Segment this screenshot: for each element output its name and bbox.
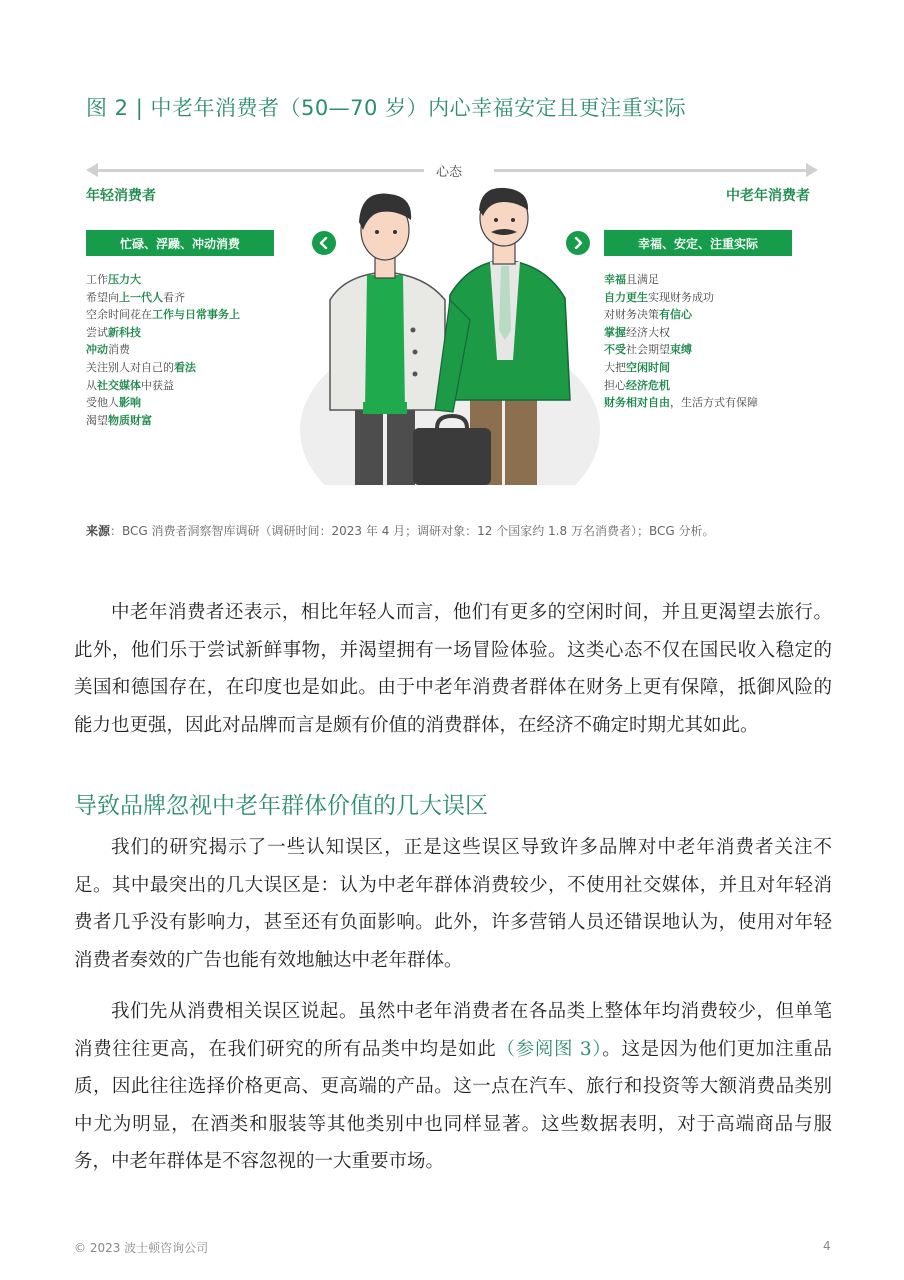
list-item: 大把空闲时间: [604, 360, 670, 374]
list-item: 幸福且满足: [604, 273, 659, 286]
figure-source: [86, 522, 714, 539]
source-label: 来源: [86, 524, 111, 538]
list-item: 工作压力大: [86, 273, 141, 286]
source-text: ：BCG 消费者洞察智库调研（调研时间：2023 年 4 月；调研对象：12 个国家约 1.8 万名消费者）；BCG 分析。: [110, 524, 715, 538]
list-item: 不受社会期望束缚: [604, 343, 692, 357]
list-item: 对财务决策有信心: [604, 308, 692, 322]
list-item: 冲动消费: [86, 343, 130, 357]
figure-title: 图 2 | 中老年消费者（50—70 岁）内心幸福安定且更注重实际: [86, 96, 687, 120]
list-item: 关注别人对自己的看法: [86, 360, 196, 374]
section-heading: 导致品牌忽视中老年群体价值的几大误区: [74, 793, 488, 819]
body-paragraph-3: 我们先从消费相关误区说起。虽然中老年消费者在各品类上整体年均消费较少，但单笔消费往往更高，在我们研究的所有品类中均是如此（参阅图 3）。这是因为他们更加注重品质，因此往往选择价格更高、更高端的产品。这一点在汽车、旅行和投资等大额消费品类别中尤为明显，在酒类和服装等其他类别中也同样显著。这些数据表明，对于高端商品与服务，中老年群体是不容忽视的一大重要市场。: [74, 1001, 832, 1173]
list-item: 担心经济危机: [604, 378, 670, 392]
list-item: 空余时间花在工作与日常事务上: [86, 308, 240, 322]
arrow-line-left: [96, 169, 424, 172]
figure-3-reference-link[interactable]: （参阅图 3）: [496, 1038, 603, 1060]
older-tag-bar: 幸福、安定、注重实际: [604, 230, 792, 256]
body-paragraph-2: 我们的研究揭示了一些认知误区，正是这些误区导致许多品牌对中老年消费者关注不足。其中最突出的几大误区是：认为中老年群体消费较少，不使用社交媒体，并且对年轻消费者几乎没有影响力，甚至还有负面影响。此外，许多营销人员还错误地认为，使用对年轻消费者奏效的广告也能有效地触达中老年群体。: [74, 837, 832, 971]
list-item: 财务相对自由，生活方式有保障: [604, 396, 758, 410]
list-item: 希望向上一代人看齐: [86, 290, 185, 304]
young-tag-bar: 忙碌、浮躁、冲动消费: [86, 230, 274, 256]
page-number: 4: [823, 1239, 831, 1253]
older-consumers-label: 中老年消费者: [726, 188, 810, 204]
older-traits-list: [604, 271, 834, 412]
mentality-label: 心态: [436, 165, 463, 180]
list-item: 自力更生实现财务成功: [604, 290, 714, 304]
arrow-line-right: [494, 169, 808, 172]
young-traits-list: [86, 271, 316, 429]
list-item: 掌握经济大权: [604, 325, 670, 339]
list-item: 从社交媒体中获益: [86, 378, 174, 392]
footer-copyright: © 2023 波士顿咨询公司: [74, 1241, 209, 1255]
list-item: 渴望物质财富: [86, 413, 152, 427]
list-item: 受他人影响: [86, 396, 141, 410]
list-item: 尝试新科技: [86, 325, 141, 339]
body-paragraph-1: 中老年消费者还表示，相比年轻人而言，他们有更多的空闲时间，并且更渴望去旅行。此外，他们乐于尝试新鲜事物，并渴望拥有一场冒险体验。这类心态不仅在国民收入稳定的美国和德国存在，在印度也是如此。由于中老年消费者群体在财务上更有保障，抵御风险的能力也更强，因此对品牌而言是颇有价值的消费群体，在经济不确定时期尤其如此。: [74, 602, 832, 736]
right-arrow-head: [806, 163, 818, 177]
consumers-illustration: [285, 180, 615, 485]
young-consumers-label: 年轻消费者: [86, 188, 156, 204]
